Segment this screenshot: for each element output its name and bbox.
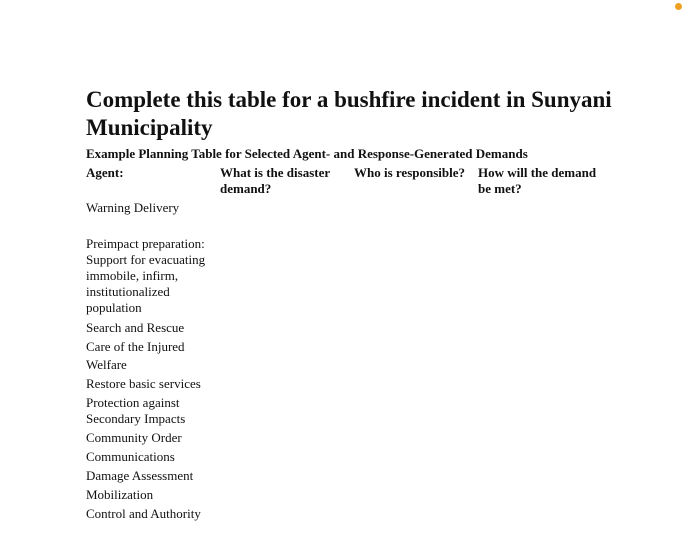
agent-row: Preimpact preparation: xyxy=(86,236,205,251)
column-header-demand-line1: What is the disaster xyxy=(220,165,331,180)
agent-row: immobile, infirm, xyxy=(86,268,179,283)
agent-row: Communications xyxy=(86,449,175,464)
column-header-how-line2: be met? xyxy=(478,181,522,196)
agent-row: Mobilization xyxy=(86,487,154,502)
agent-row: Care of the Injured xyxy=(86,339,185,354)
agent-row: Protection against xyxy=(86,395,180,410)
column-header-how-line1: How will the demand xyxy=(478,165,597,180)
agent-row: Support for evacuating xyxy=(86,252,206,267)
agent-row: Community Order xyxy=(86,430,182,445)
agent-row: Control and Authority xyxy=(86,506,201,521)
page-title: Complete this table for a bushfire incident in Sunyani Municipality xyxy=(86,87,612,140)
column-header-responsible: Who is responsible? xyxy=(354,165,466,180)
agent-row: Search and Rescue xyxy=(86,320,185,335)
agent-row: population xyxy=(86,300,142,315)
agent-row: Secondary Impacts xyxy=(86,411,186,426)
agent-row: institutionalized xyxy=(86,284,170,299)
table-caption: Example Planning Table for Selected Agent- and Response-Generated Demands xyxy=(86,146,528,161)
agent-row: Damage Assessment xyxy=(86,468,194,483)
column-header-how xyxy=(478,165,608,197)
column-header-demand xyxy=(220,165,348,197)
agent-row: Welfare xyxy=(86,357,127,372)
column-header-agent: Agent: xyxy=(86,165,124,180)
agent-row: Warning Delivery xyxy=(86,200,180,215)
notification-dot xyxy=(675,3,682,10)
column-header-demand-line2: demand? xyxy=(220,181,272,196)
agent-row: Restore basic services xyxy=(86,376,201,391)
